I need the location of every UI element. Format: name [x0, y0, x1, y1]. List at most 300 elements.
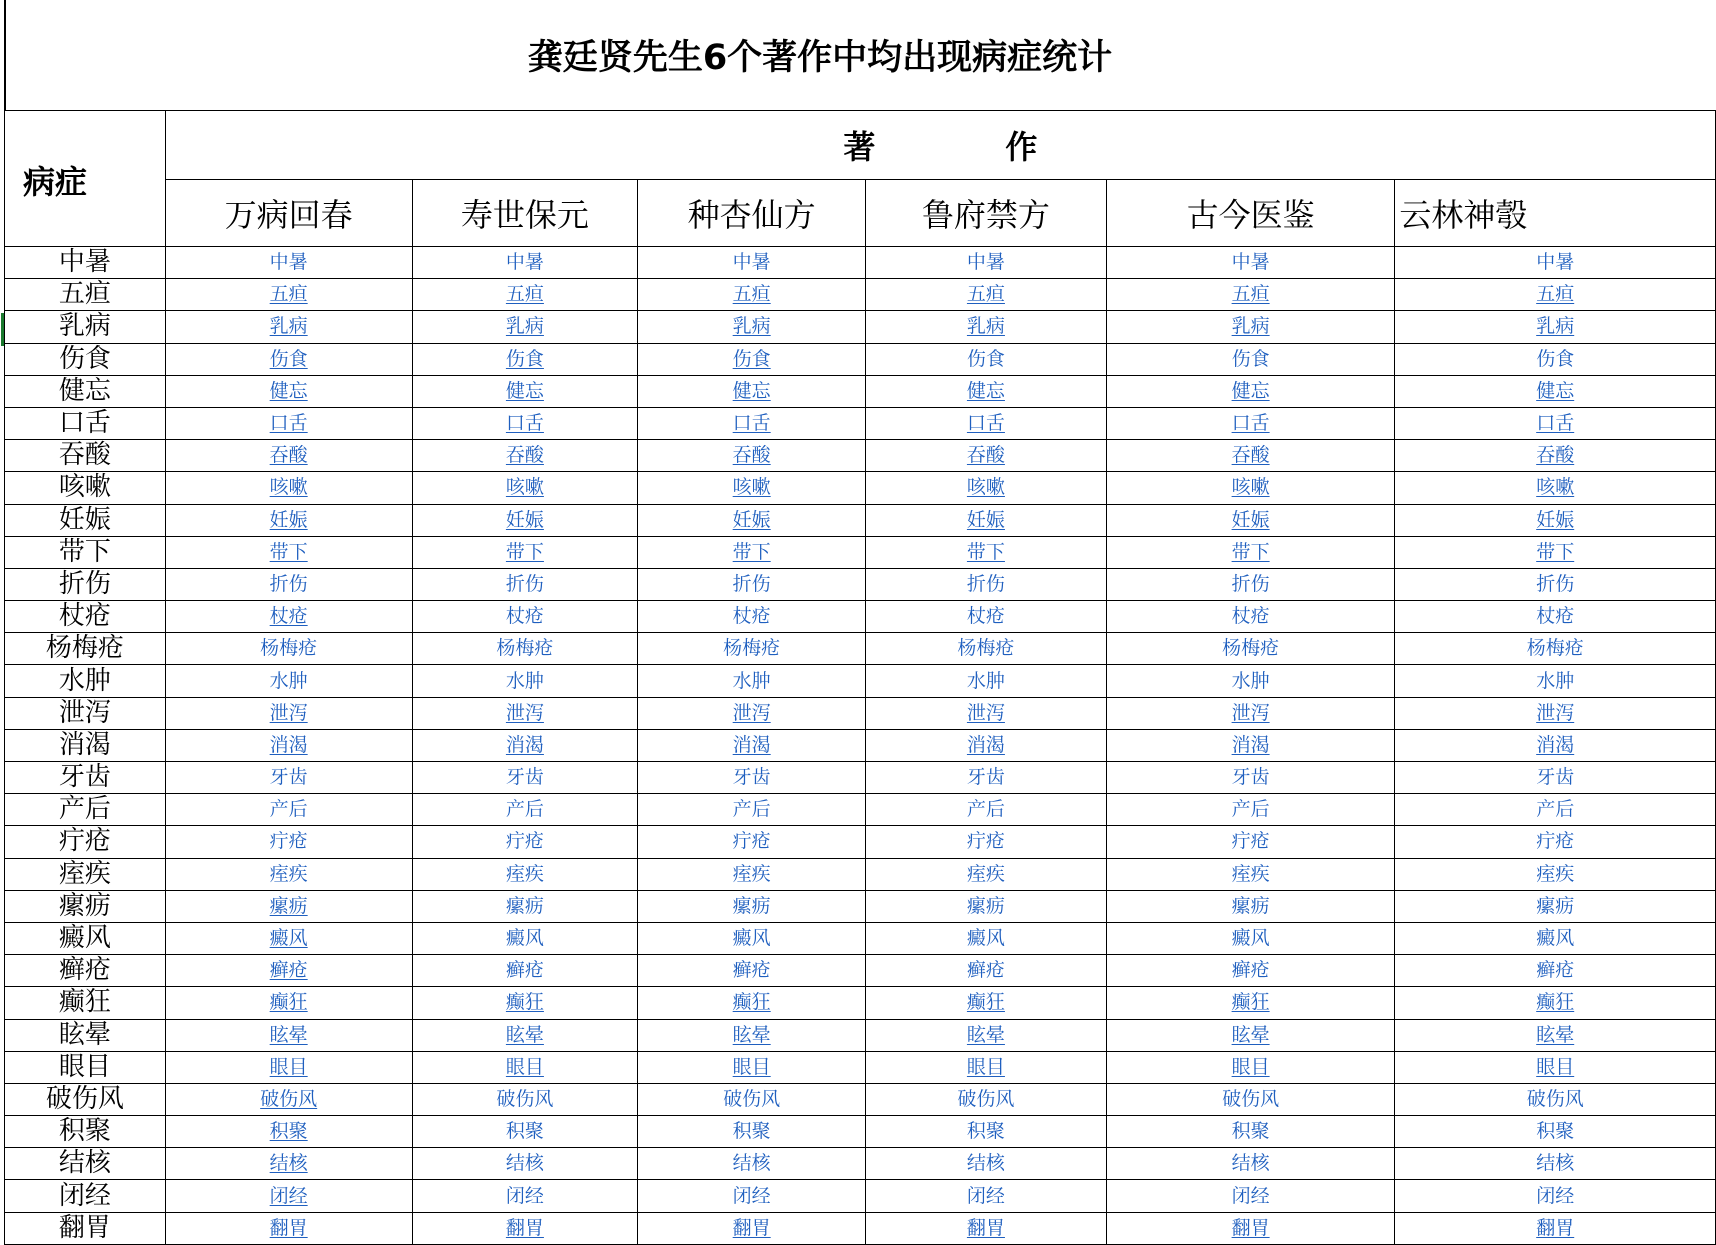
cell-link-text[interactable]: 癫狂	[505, 991, 544, 1014]
hyperlink-cell[interactable]	[866, 987, 1107, 1019]
hyperlink-cell[interactable]	[165, 955, 412, 987]
data-cell[interactable]	[866, 247, 1107, 279]
hyperlink-cell[interactable]	[866, 375, 1107, 407]
disease-name-cell[interactable]: 癜风	[5, 922, 166, 954]
cell-link-text[interactable]: 口舌	[505, 412, 544, 435]
cell-link-text[interactable]: 带下	[732, 540, 771, 563]
data-cell[interactable]	[638, 955, 866, 987]
data-cell[interactable]	[638, 1180, 866, 1212]
cell-link-text[interactable]: 咳嗽	[505, 476, 544, 499]
cell-link-text[interactable]: 癣疮	[269, 959, 308, 982]
hyperlink-cell[interactable]	[638, 729, 866, 761]
hyperlink-cell[interactable]	[412, 279, 638, 311]
cell-link-text[interactable]: 泄泻	[966, 701, 1005, 724]
cell-link-text[interactable]: 癫狂	[1536, 991, 1575, 1014]
hyperlink-cell[interactable]	[638, 407, 866, 439]
cell-link-text[interactable]: 健忘	[505, 379, 544, 402]
disease-name-cell[interactable]: 伤食	[5, 343, 166, 375]
cell-link-text[interactable]: 眼目	[505, 1055, 544, 1078]
cell-link-text[interactable]: 乳病	[1231, 315, 1270, 338]
data-cell[interactable]	[165, 568, 412, 600]
hyperlink-cell[interactable]	[412, 729, 638, 761]
hyperlink-cell[interactable]	[165, 1116, 412, 1148]
hyperlink-cell[interactable]	[866, 1212, 1107, 1244]
data-cell[interactable]	[866, 1116, 1107, 1148]
cell-link-text[interactable]: 消渴	[1536, 733, 1575, 756]
hyperlink-cell[interactable]	[165, 1019, 412, 1051]
disease-name-cell[interactable]: 积聚	[5, 1116, 166, 1148]
disease-name-cell[interactable]: 破伤风	[5, 1083, 166, 1115]
disease-name-cell[interactable]: 杖疮	[5, 601, 166, 633]
hyperlink-cell[interactable]	[412, 536, 638, 568]
cell-link-text[interactable]: 乳病	[1536, 315, 1575, 338]
cell-link-text[interactable]: 健忘	[966, 379, 1005, 402]
data-cell[interactable]	[1395, 826, 1716, 858]
data-cell[interactable]	[1395, 343, 1716, 375]
data-cell[interactable]	[638, 665, 866, 697]
data-cell[interactable]	[1106, 1116, 1395, 1148]
hyperlink-cell[interactable]	[1106, 279, 1395, 311]
data-cell[interactable]	[412, 601, 638, 633]
cell-link-text[interactable]: 带下	[966, 540, 1005, 563]
hyperlink-cell[interactable]	[165, 697, 412, 729]
data-cell[interactable]	[165, 247, 412, 279]
hyperlink-cell[interactable]	[1395, 1019, 1716, 1051]
data-cell[interactable]	[1106, 955, 1395, 987]
hyperlink-cell[interactable]	[1395, 1051, 1716, 1083]
cell-link-text[interactable]: 泄泻	[1231, 701, 1270, 724]
disease-name-cell[interactable]: 带下	[5, 536, 166, 568]
data-cell[interactable]	[866, 1148, 1107, 1180]
hyperlink-cell[interactable]	[638, 504, 866, 536]
hyperlink-cell[interactable]	[165, 279, 412, 311]
cell-link-text[interactable]: 吞酸	[1231, 444, 1270, 467]
cell-link-text[interactable]: 带下	[1536, 540, 1575, 563]
hyperlink-cell[interactable]	[1106, 1212, 1395, 1244]
hyperlink-cell[interactable]	[638, 1051, 866, 1083]
cell-link-text[interactable]: 消渴	[1231, 733, 1270, 756]
cell-link-text[interactable]: 乳病	[269, 315, 308, 338]
hyperlink-cell[interactable]	[1395, 1212, 1716, 1244]
hyperlink-cell[interactable]	[1106, 440, 1395, 472]
cell-link-text[interactable]: 妊娠	[732, 508, 771, 531]
hyperlink-cell[interactable]	[165, 440, 412, 472]
data-cell[interactable]	[165, 633, 412, 665]
disease-name-cell[interactable]: 疔疮	[5, 826, 166, 858]
hyperlink-cell[interactable]	[638, 1019, 866, 1051]
data-cell[interactable]	[1106, 343, 1395, 375]
cell-link-text[interactable]: 泄泻	[505, 701, 544, 724]
data-cell[interactable]	[1395, 1148, 1716, 1180]
hyperlink-cell[interactable]	[165, 1212, 412, 1244]
cell-link-text[interactable]: 五疸	[505, 283, 544, 306]
hyperlink-cell[interactable]	[866, 311, 1107, 343]
hyperlink-cell[interactable]	[638, 472, 866, 504]
hyperlink-cell[interactable]	[1395, 375, 1716, 407]
data-cell[interactable]	[866, 762, 1107, 794]
data-cell[interactable]	[638, 1116, 866, 1148]
data-cell[interactable]	[1106, 826, 1395, 858]
hyperlink-cell[interactable]	[866, 1051, 1107, 1083]
data-cell[interactable]	[412, 1180, 638, 1212]
data-cell[interactable]	[1395, 922, 1716, 954]
data-cell[interactable]	[866, 568, 1107, 600]
data-cell[interactable]	[638, 922, 866, 954]
disease-name-cell[interactable]: 吞酸	[5, 440, 166, 472]
cell-link-text[interactable]: 妊娠	[1536, 508, 1575, 531]
cell-link-text[interactable]: 口舌	[1231, 412, 1270, 435]
header-book[interactable]: 万病回春	[165, 180, 412, 247]
data-cell[interactable]	[165, 794, 412, 826]
hyperlink-cell[interactable]	[866, 697, 1107, 729]
hyperlink-cell[interactable]	[165, 1180, 412, 1212]
cell-link-text[interactable]: 五疸	[1231, 283, 1270, 306]
hyperlink-cell[interactable]	[1106, 536, 1395, 568]
cell-link-text[interactable]: 口舌	[966, 412, 1005, 435]
data-cell[interactable]	[1395, 955, 1716, 987]
data-cell[interactable]	[412, 762, 638, 794]
hyperlink-cell[interactable]	[165, 922, 412, 954]
hyperlink-cell[interactable]	[412, 440, 638, 472]
data-cell[interactable]	[638, 1083, 866, 1115]
data-cell[interactable]	[638, 1148, 866, 1180]
data-cell[interactable]	[412, 1116, 638, 1148]
hyperlink-cell[interactable]	[165, 311, 412, 343]
cell-link-text[interactable]: 五疸	[966, 283, 1005, 306]
data-cell[interactable]	[1106, 568, 1395, 600]
cell-link-text[interactable]: 妊娠	[1231, 508, 1270, 531]
disease-name-cell[interactable]: 瘰疬	[5, 890, 166, 922]
hyperlink-cell[interactable]	[1395, 697, 1716, 729]
cell-link-text[interactable]: 吞酸	[732, 444, 771, 467]
hyperlink-cell[interactable]	[638, 1212, 866, 1244]
cell-link-text[interactable]: 眼目	[732, 1055, 771, 1078]
cell-link-text[interactable]: 吞酸	[1536, 444, 1575, 467]
hyperlink-cell[interactable]	[638, 697, 866, 729]
hyperlink-cell[interactable]	[165, 1083, 412, 1115]
cell-link-text[interactable]: 眼目	[1536, 1055, 1575, 1078]
cell-link-text[interactable]: 吞酸	[505, 444, 544, 467]
cell-link-text[interactable]: 五疸	[732, 283, 771, 306]
disease-name-cell[interactable]: 癣疮	[5, 955, 166, 987]
data-cell[interactable]	[1395, 247, 1716, 279]
data-cell[interactable]	[1106, 1180, 1395, 1212]
hyperlink-cell[interactable]	[1106, 987, 1395, 1019]
cell-link-text[interactable]: 口舌	[269, 412, 308, 435]
hyperlink-cell[interactable]	[165, 472, 412, 504]
cell-link-text[interactable]: 瘰疬	[269, 894, 308, 917]
data-cell[interactable]	[638, 601, 866, 633]
cell-link-text[interactable]: 翻胃	[1536, 1216, 1575, 1239]
data-cell[interactable]	[1106, 601, 1395, 633]
hyperlink-cell[interactable]	[1106, 729, 1395, 761]
data-cell[interactable]	[1106, 890, 1395, 922]
hyperlink-cell[interactable]	[165, 375, 412, 407]
cell-link-text[interactable]: 伤食	[505, 347, 544, 370]
hyperlink-cell[interactable]	[165, 536, 412, 568]
cell-link-text[interactable]: 妊娠	[505, 508, 544, 531]
cell-link-text[interactable]: 闭经	[269, 1184, 308, 1207]
disease-name-cell[interactable]: 癫狂	[5, 987, 166, 1019]
hyperlink-cell[interactable]	[1106, 375, 1395, 407]
cell-link-text[interactable]: 健忘	[1536, 379, 1575, 402]
data-cell[interactable]	[1395, 762, 1716, 794]
cell-link-text[interactable]: 眼目	[269, 1055, 308, 1078]
hyperlink-cell[interactable]	[1395, 472, 1716, 504]
data-cell[interactable]	[1395, 794, 1716, 826]
cell-link-text[interactable]: 翻胃	[269, 1216, 308, 1239]
cell-link-text[interactable]: 翻胃	[505, 1216, 544, 1239]
hyperlink-cell[interactable]	[866, 536, 1107, 568]
cell-link-text[interactable]: 杖疮	[269, 605, 308, 628]
hyperlink-cell[interactable]	[866, 407, 1107, 439]
disease-name-cell[interactable]: 痓疾	[5, 858, 166, 890]
cell-link-text[interactable]: 咳嗽	[732, 476, 771, 499]
hyperlink-cell[interactable]	[412, 1051, 638, 1083]
hyperlink-cell[interactable]	[638, 536, 866, 568]
data-cell[interactable]	[866, 890, 1107, 922]
hyperlink-cell[interactable]	[1395, 311, 1716, 343]
hyperlink-cell[interactable]	[866, 729, 1107, 761]
data-cell[interactable]	[866, 601, 1107, 633]
header-book[interactable]: 寿世保元	[412, 180, 638, 247]
data-cell[interactable]	[1395, 1083, 1716, 1115]
data-cell[interactable]	[638, 633, 866, 665]
cell-link-text[interactable]: 癫狂	[966, 991, 1005, 1014]
data-cell[interactable]	[1106, 633, 1395, 665]
hyperlink-cell[interactable]	[412, 407, 638, 439]
cell-link-text[interactable]: 带下	[505, 540, 544, 563]
data-cell[interactable]	[1395, 1116, 1716, 1148]
data-cell[interactable]	[1106, 1148, 1395, 1180]
cell-link-text[interactable]: 妊娠	[269, 508, 308, 531]
cell-link-text[interactable]: 泄泻	[732, 701, 771, 724]
hyperlink-cell[interactable]	[165, 407, 412, 439]
data-cell[interactable]	[1395, 568, 1716, 600]
cell-link-text[interactable]: 带下	[269, 540, 308, 563]
cell-link-text[interactable]: 翻胃	[1231, 1216, 1270, 1239]
cell-link-text[interactable]: 消渴	[966, 733, 1005, 756]
header-disease[interactable]: 病症	[5, 111, 166, 247]
cell-link-text[interactable]: 健忘	[732, 379, 771, 402]
cell-link-text[interactable]: 咳嗽	[1231, 476, 1270, 499]
hyperlink-cell[interactable]	[866, 440, 1107, 472]
hyperlink-cell[interactable]	[1106, 1019, 1395, 1051]
hyperlink-cell[interactable]	[165, 343, 412, 375]
hyperlink-cell[interactable]	[165, 890, 412, 922]
data-cell[interactable]	[638, 890, 866, 922]
hyperlink-cell[interactable]	[412, 1212, 638, 1244]
cell-link-text[interactable]: 眩晕	[505, 1023, 544, 1046]
cell-link-text[interactable]: 破伤风	[260, 1087, 318, 1110]
disease-name-cell[interactable]: 中暑	[5, 247, 166, 279]
data-cell[interactable]	[165, 665, 412, 697]
data-cell[interactable]	[866, 922, 1107, 954]
data-cell[interactable]	[412, 922, 638, 954]
disease-name-cell[interactable]: 眼目	[5, 1051, 166, 1083]
hyperlink-cell[interactable]	[638, 343, 866, 375]
data-cell[interactable]	[1395, 858, 1716, 890]
data-cell[interactable]	[866, 665, 1107, 697]
data-cell[interactable]	[165, 858, 412, 890]
cell-link-text[interactable]: 翻胃	[732, 1216, 771, 1239]
cell-link-text[interactable]: 积聚	[269, 1120, 308, 1143]
disease-name-cell[interactable]: 折伤	[5, 568, 166, 600]
cell-link-text[interactable]: 五疸	[1536, 283, 1575, 306]
hyperlink-cell[interactable]	[1395, 407, 1716, 439]
data-cell[interactable]	[866, 858, 1107, 890]
hyperlink-cell[interactable]	[412, 987, 638, 1019]
data-cell[interactable]	[412, 955, 638, 987]
hyperlink-cell[interactable]	[1106, 504, 1395, 536]
hyperlink-cell[interactable]	[1106, 311, 1395, 343]
data-cell[interactable]	[866, 794, 1107, 826]
cell-link-text[interactable]: 健忘	[269, 379, 308, 402]
data-cell[interactable]	[638, 794, 866, 826]
hyperlink-cell[interactable]	[165, 601, 412, 633]
cell-link-text[interactable]: 眩晕	[1231, 1023, 1270, 1046]
hyperlink-cell[interactable]	[1395, 987, 1716, 1019]
cell-link-text[interactable]: 伤食	[269, 347, 308, 370]
disease-name-cell[interactable]: 健忘	[5, 375, 166, 407]
cell-link-text[interactable]: 吞酸	[269, 444, 308, 467]
disease-name-cell[interactable]: 结核	[5, 1148, 166, 1180]
data-cell[interactable]	[412, 826, 638, 858]
disease-name-cell[interactable]: 乳病	[5, 311, 166, 343]
disease-name-cell[interactable]: 牙齿	[5, 762, 166, 794]
cell-link-text[interactable]: 眩晕	[966, 1023, 1005, 1046]
disease-name-cell[interactable]: 五疸	[5, 279, 166, 311]
data-cell[interactable]	[866, 826, 1107, 858]
data-cell[interactable]	[866, 1180, 1107, 1212]
data-cell[interactable]	[1395, 633, 1716, 665]
data-cell[interactable]	[866, 955, 1107, 987]
hyperlink-cell[interactable]	[638, 987, 866, 1019]
hyperlink-cell[interactable]	[412, 472, 638, 504]
hyperlink-cell[interactable]	[1106, 407, 1395, 439]
hyperlink-cell[interactable]	[412, 697, 638, 729]
data-cell[interactable]	[165, 762, 412, 794]
cell-link-text[interactable]: 癜风	[269, 927, 308, 950]
cell-link-text[interactable]: 眩晕	[269, 1023, 308, 1046]
data-cell[interactable]	[638, 858, 866, 890]
data-cell[interactable]	[638, 826, 866, 858]
hyperlink-cell[interactable]	[866, 279, 1107, 311]
hyperlink-cell[interactable]	[1395, 536, 1716, 568]
data-cell[interactable]	[412, 1148, 638, 1180]
data-cell[interactable]	[866, 343, 1107, 375]
data-cell[interactable]	[638, 762, 866, 794]
hyperlink-cell[interactable]	[638, 311, 866, 343]
cell-link-text[interactable]: 健忘	[1231, 379, 1270, 402]
cell-link-text[interactable]: 乳病	[505, 315, 544, 338]
cell-link-text[interactable]: 泄泻	[269, 701, 308, 724]
hyperlink-cell[interactable]	[412, 311, 638, 343]
cell-link-text[interactable]: 伤食	[732, 347, 771, 370]
cell-link-text[interactable]: 带下	[1231, 540, 1270, 563]
data-cell[interactable]	[1106, 762, 1395, 794]
hyperlink-cell[interactable]	[1395, 504, 1716, 536]
hyperlink-cell[interactable]	[1395, 279, 1716, 311]
hyperlink-cell[interactable]	[412, 343, 638, 375]
hyperlink-cell[interactable]	[1106, 1051, 1395, 1083]
cell-link-text[interactable]: 消渴	[732, 733, 771, 756]
data-cell[interactable]	[412, 1083, 638, 1115]
cell-link-text[interactable]: 消渴	[269, 733, 308, 756]
data-cell[interactable]	[1106, 858, 1395, 890]
data-cell[interactable]	[1395, 665, 1716, 697]
disease-name-cell[interactable]: 泄泻	[5, 697, 166, 729]
data-cell[interactable]	[412, 890, 638, 922]
hyperlink-cell[interactable]	[638, 279, 866, 311]
hyperlink-cell[interactable]	[866, 504, 1107, 536]
hyperlink-cell[interactable]	[1106, 697, 1395, 729]
disease-name-cell[interactable]: 消渴	[5, 729, 166, 761]
data-cell[interactable]	[1395, 1180, 1716, 1212]
cell-link-text[interactable]: 吞酸	[966, 444, 1005, 467]
cell-link-text[interactable]: 癫狂	[732, 991, 771, 1014]
data-cell[interactable]	[866, 633, 1107, 665]
cell-link-text[interactable]: 泄泻	[1536, 701, 1575, 724]
header-works[interactable]	[165, 111, 1715, 180]
hyperlink-cell[interactable]	[866, 472, 1107, 504]
data-cell[interactable]	[165, 826, 412, 858]
hyperlink-cell[interactable]	[165, 987, 412, 1019]
hyperlink-cell[interactable]	[638, 375, 866, 407]
header-book[interactable]: 鲁府禁方	[866, 180, 1107, 247]
cell-link-text[interactable]: 妊娠	[966, 508, 1005, 531]
hyperlink-cell[interactable]	[412, 504, 638, 536]
data-cell[interactable]	[1106, 247, 1395, 279]
disease-name-cell[interactable]: 口舌	[5, 407, 166, 439]
hyperlink-cell[interactable]	[165, 729, 412, 761]
hyperlink-cell[interactable]	[165, 1051, 412, 1083]
data-cell[interactable]	[1106, 922, 1395, 954]
disease-name-cell[interactable]: 产后	[5, 794, 166, 826]
header-book[interactable]: 云林神彀	[1395, 180, 1716, 247]
hyperlink-cell[interactable]	[1395, 440, 1716, 472]
cell-link-text[interactable]: 翻胃	[966, 1216, 1005, 1239]
data-cell[interactable]	[412, 665, 638, 697]
cell-link-text[interactable]: 口舌	[732, 412, 771, 435]
cell-link-text[interactable]: 癫狂	[1231, 991, 1270, 1014]
data-cell[interactable]	[638, 568, 866, 600]
cell-link-text[interactable]: 结核	[269, 1152, 308, 1175]
cell-link-text[interactable]: 咳嗽	[966, 476, 1005, 499]
hyperlink-cell[interactable]	[1395, 729, 1716, 761]
data-cell[interactable]	[412, 568, 638, 600]
cell-link-text[interactable]: 癫狂	[269, 991, 308, 1014]
data-cell[interactable]	[1395, 890, 1716, 922]
cell-link-text[interactable]: 眩晕	[732, 1023, 771, 1046]
hyperlink-cell[interactable]	[165, 504, 412, 536]
hyperlink-cell[interactable]	[165, 1148, 412, 1180]
cell-link-text[interactable]: 乳病	[732, 315, 771, 338]
hyperlink-cell[interactable]	[1106, 472, 1395, 504]
data-cell[interactable]	[1106, 794, 1395, 826]
disease-name-cell[interactable]: 翻胃	[5, 1212, 166, 1244]
cell-link-text[interactable]: 五疸	[269, 283, 308, 306]
data-cell[interactable]	[866, 1083, 1107, 1115]
cell-link-text[interactable]: 乳病	[966, 315, 1005, 338]
data-cell[interactable]	[412, 858, 638, 890]
hyperlink-cell[interactable]	[638, 440, 866, 472]
data-cell[interactable]	[638, 247, 866, 279]
data-cell[interactable]	[412, 633, 638, 665]
data-cell[interactable]	[1106, 1083, 1395, 1115]
data-cell[interactable]	[412, 247, 638, 279]
cell-link-text[interactable]: 消渴	[505, 733, 544, 756]
